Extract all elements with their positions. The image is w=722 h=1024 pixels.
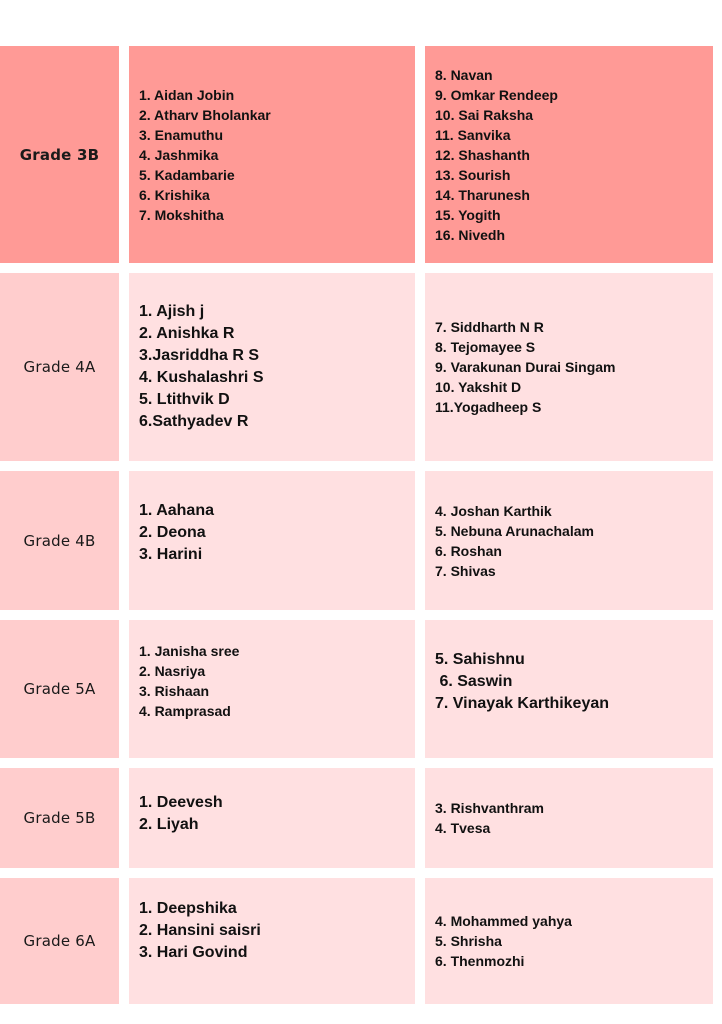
- student-name: 6.Sathyadev R: [139, 413, 249, 430]
- student-list-right: [425, 46, 713, 263]
- student-name: 8. Tejomayee S: [435, 339, 536, 355]
- student-name: 4. Tvesa: [435, 820, 491, 836]
- grade-label: [0, 768, 119, 868]
- student-name: 2. Hansini saisri: [139, 922, 261, 939]
- student-name: 1. Deepshika: [139, 900, 237, 917]
- student-name: 4. Jashmika: [139, 146, 219, 163]
- student-name: 6. Thenmozhi: [435, 953, 525, 969]
- student-name: 9. Omkar Rendeep: [435, 86, 558, 103]
- student-name: 3. Rishaan: [139, 683, 210, 699]
- student-name: 10. Sai Raksha: [435, 106, 534, 123]
- student-name: 9. Varakunan Durai Singam: [435, 359, 616, 375]
- student-name: 4. Mohammed yahya: [435, 913, 572, 929]
- student-name: 3. Enamuthu: [139, 126, 224, 143]
- student-list-left: [129, 620, 415, 758]
- student-name: 4. Joshan Karthik: [435, 502, 552, 519]
- student-name: 6. Roshan: [435, 542, 502, 559]
- student-list-left: [129, 273, 415, 461]
- student-name: 5. Sahishnu: [435, 651, 525, 668]
- student-name: 5. Nebuna Arunachalam: [435, 522, 594, 539]
- grade-label-text: Grade 5A: [23, 680, 96, 698]
- student-list-right: [425, 471, 713, 610]
- student-name: 7. Vinayak Karthikeyan: [435, 695, 610, 712]
- student-name: 5. Ltithvik D: [139, 391, 230, 408]
- student-name: 4. Ramprasad: [139, 703, 231, 719]
- student-name: 2. Anishka R: [139, 325, 235, 342]
- grade-label-text: Grade 5B: [23, 809, 96, 827]
- student-name: 12. Shashanth: [435, 146, 530, 163]
- student-list-right: [425, 273, 713, 461]
- student-name: 1. Aahana: [139, 501, 214, 519]
- student-list-right: [425, 620, 713, 758]
- student-name: 5. Shrisha: [435, 933, 502, 949]
- student-name: 7. Shivas: [435, 562, 496, 579]
- grade-label: [0, 620, 119, 758]
- grade-label-text: Grade 4A: [23, 358, 96, 376]
- student-list-left: [129, 471, 415, 610]
- grade-label-text: Grade 3B: [19, 145, 100, 164]
- student-list-left: [129, 46, 415, 263]
- student-name: 16. Nivedh: [435, 226, 506, 243]
- student-list-left: [129, 878, 415, 1004]
- student-name: 15. Yogith: [435, 206, 501, 223]
- student-name: 1. Janisha sree: [139, 643, 240, 659]
- student-name: 2. Liyah: [139, 816, 199, 833]
- student-name: 1. Ajish j: [139, 303, 205, 320]
- student-name: 3. Hari Govind: [139, 944, 248, 961]
- student-name: 10. Yakshit D: [435, 379, 522, 395]
- student-name: 4. Kushalashri S: [139, 369, 264, 386]
- student-name: 2. Deona: [139, 523, 206, 541]
- student-name: 7. Siddharth N R: [435, 319, 544, 335]
- student-name: 1. Aidan Jobin: [139, 86, 235, 103]
- student-name: 3. Rishvanthram: [435, 800, 544, 816]
- student-list-left: [129, 768, 415, 868]
- student-list-right: [425, 768, 713, 868]
- student-name: 2. Nasriya: [139, 663, 206, 679]
- grade-label-text: Grade 4B: [23, 531, 96, 550]
- student-name: 11.Yogadheep S: [435, 399, 542, 415]
- student-name: 6. Saswin: [435, 673, 513, 690]
- student-name: 7. Mokshitha: [139, 206, 224, 223]
- student-name: 8. Navan: [435, 66, 493, 83]
- student-name: 6. Krishika: [139, 186, 210, 203]
- grade-label: [0, 878, 119, 1004]
- student-name: 11. Sanvika: [435, 126, 511, 143]
- grade-label: [0, 273, 119, 461]
- student-list-right: [425, 878, 713, 1004]
- student-name: 5. Kadambarie: [139, 166, 235, 183]
- student-name: 14. Tharunesh: [435, 186, 530, 203]
- student-name: 3.Jasriddha R S: [139, 347, 260, 364]
- student-name: 2. Atharv Bholankar: [139, 106, 271, 123]
- student-name: 1. Deevesh: [139, 794, 223, 811]
- student-name: 13. Sourish: [435, 166, 511, 183]
- grade-label: [0, 46, 119, 263]
- student-name: 3. Harini: [139, 545, 203, 563]
- grade-label-text: Grade 6A: [23, 932, 96, 950]
- grade-label: [0, 471, 119, 610]
